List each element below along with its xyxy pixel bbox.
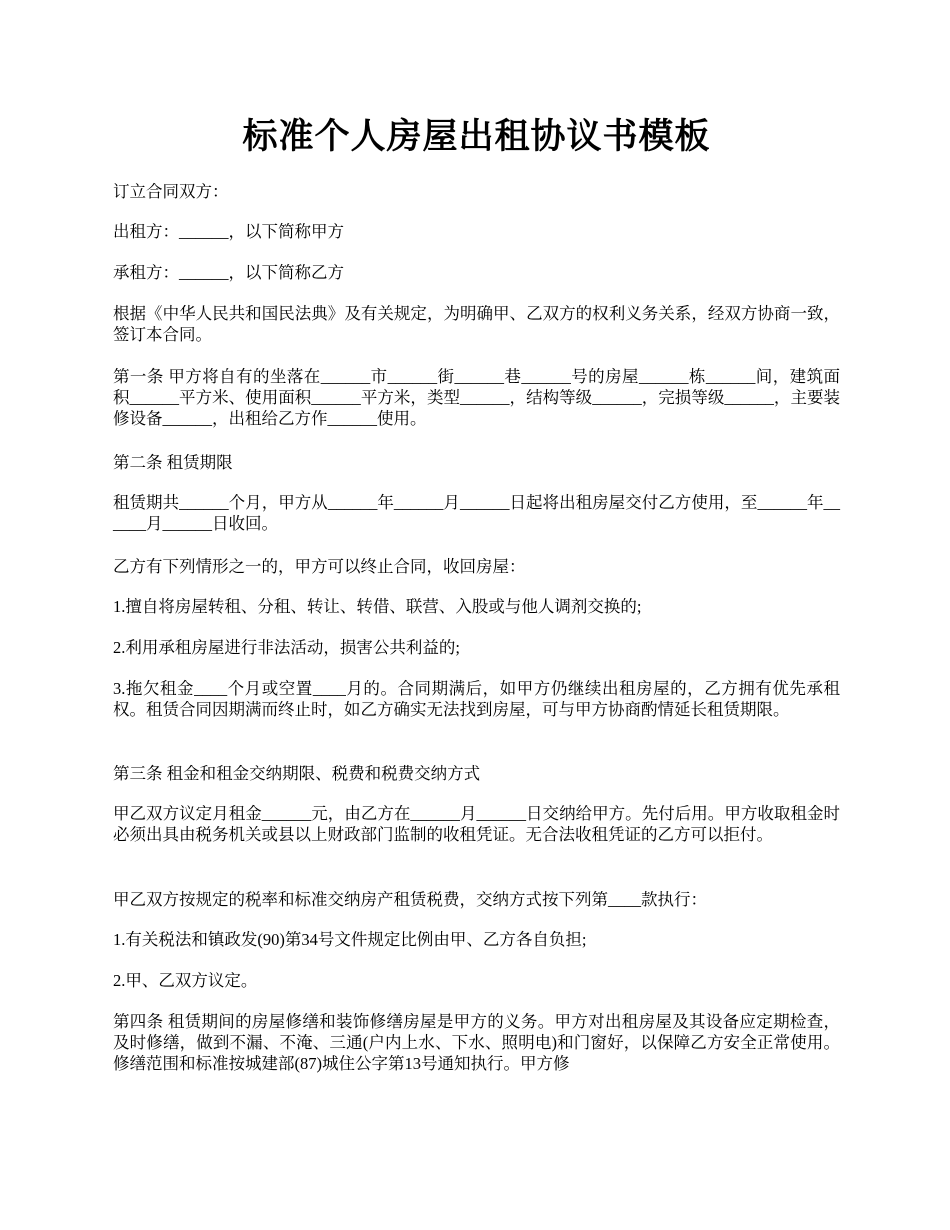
document-title: 标准个人房屋出租协议书模板 <box>242 116 711 157</box>
paragraph-lessor: 出租方：______，以下简称甲方 <box>113 222 344 241</box>
paragraph-termination-item-3: 3.拖欠租金____个月或空置____月的。合同期满后，如甲方仍继续出租房屋的，乙方拥有优先承租权。租赁合同因期满而终止时，如乙方确实无法找到房屋，可与甲方协商酌情延长租赁期限。 <box>113 679 840 719</box>
paragraph-article-1: 第一条 甲方将自有的坐落在______市______街______巷______号的房屋______栋______间，建筑面积______平方米、使用面积______平方米，类型______，结构等级______，完损等级______，主要装修设备______，出租给乙方作______使用。 <box>113 367 841 428</box>
paragraph-tax: 甲乙双方按规定的税率和标准交纳房产租赁税费，交纳方式按下列第____款执行： <box>113 890 707 909</box>
paragraph-termination-item-1: 1.擅自将房屋转租、分租、转让、转借、联营、入股或与他人调剂交换的; <box>113 597 642 616</box>
paragraph-termination-item-2: 2.利用承租房屋进行非法活动，损害公共利益的; <box>113 638 460 657</box>
paragraph-termination-intro: 乙方有下列情形之一的，甲方可以终止合同，收回房屋： <box>113 557 526 576</box>
paragraph-lessee: 承租方：______，以下简称乙方 <box>113 263 344 282</box>
paragraph-rent: 甲乙双方议定月租金______元，由乙方在______月______日交纳给甲方。先付后用。甲方收取租金时必须出具由税务机关或县以上财政部门监制的收租凭证。无合法收租凭证的乙方可以拒付。 <box>113 804 840 844</box>
paragraph-lease-term: 租赁期共______个月，甲方从______年______月______日起将出租房屋交付乙方使用，至______年______月______日收回。 <box>113 493 840 533</box>
paragraph-article-3-heading: 第三条 租金和租金交纳期限、税费和税费交纳方式 <box>113 764 481 783</box>
paragraph-tax-item-2: 2.甲、乙双方议定。 <box>113 971 258 990</box>
paragraph-parties-intro: 订立合同双方： <box>113 182 229 201</box>
paragraph-preamble: 根据《中华人民共和国民法典》及有关规定，为明确甲、乙双方的权利义务关系，经双方协商一致，签订本合同。 <box>113 304 840 344</box>
paragraph-article-2-heading: 第二条 租赁期限 <box>113 453 233 472</box>
paragraph-tax-item-1: 1.有关税法和镇政发(90)第34号文件规定比例由甲、乙方各自负担; <box>113 930 587 949</box>
paragraph-article-4: 第四条 租赁期间的房屋修缮和装饰修缮房屋是甲方的义务。甲方对出租房屋及其设备应定期检查，及时修缮，做到不漏、不淹、三通(户内上水、下水、照明电)和门窗好，以保障乙方安全正常使用。修缮范围和标准按城建部(87)城住公字第13号通知执行。甲方修 <box>113 1012 840 1073</box>
